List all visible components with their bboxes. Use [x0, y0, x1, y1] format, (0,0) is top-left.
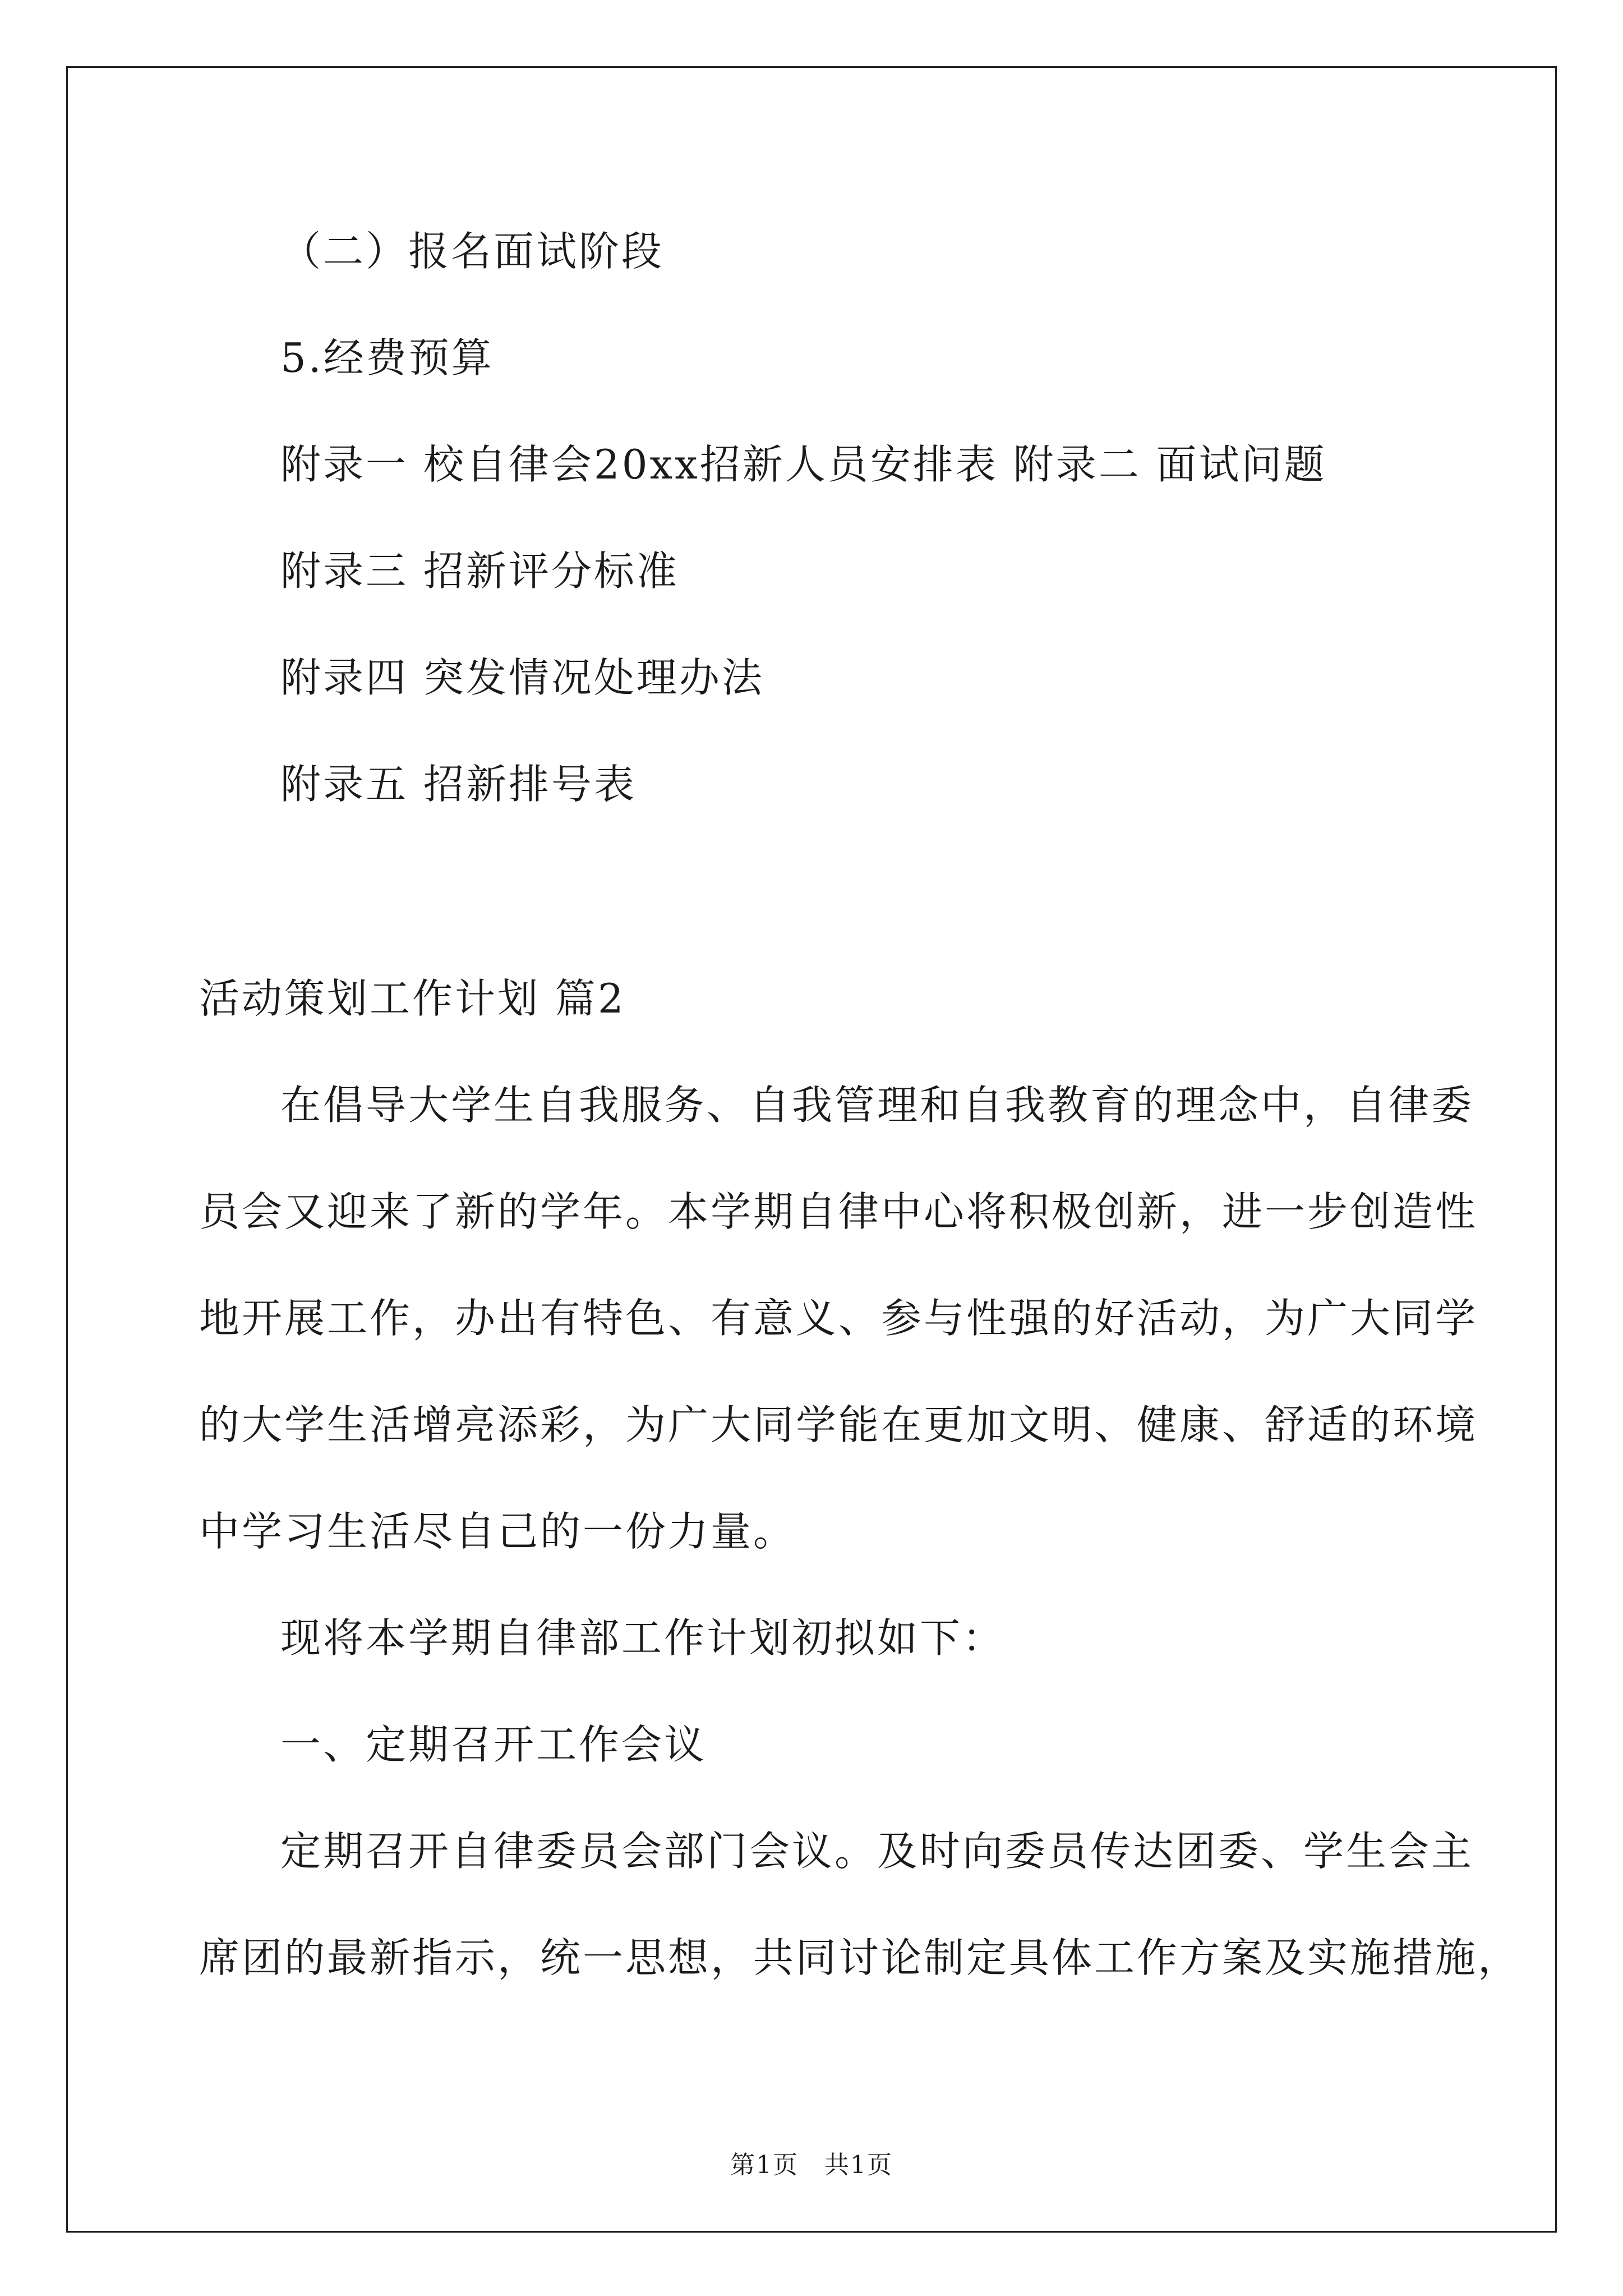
budget-item: 5.经费预算	[280, 334, 494, 381]
appendix-3: 附录三 招新评分标准	[280, 547, 679, 595]
section-heading-signup: （二）报名面试阶段	[280, 228, 665, 275]
paragraph-line: 的大学生活增亮添彩，为广大同学能在更加文明、健康、舒适的环境	[199, 1401, 1478, 1448]
paragraph-line: 席团的最新指示，统一思想，共同讨论制定具体工作方案及实施措施，	[199, 1934, 1521, 1981]
paragraph-line: 在倡导大学生自我服务、自我管理和自我教育的理念中，自律委	[280, 1082, 1474, 1129]
paragraph-line: 定期召开自律委员会部门会议。及时向委员传达团委、学生会主	[280, 1828, 1474, 1875]
paragraph-line: 员会又迎来了新的学年。本学期自律中心将积极创新，进一步创造性	[199, 1188, 1478, 1235]
page-border	[66, 66, 1557, 2233]
paragraph-intro: 现将本学期自律部工作计划初拟如下：	[280, 1614, 1006, 1662]
paragraph-line: 地开展工作，办出有特色、有意义、参与性强的好活动，为广大同学	[199, 1295, 1478, 1342]
appendix-4: 附录四 突发情况处理办法	[280, 654, 764, 701]
section-title: 活动策划工作计划 篇2	[199, 975, 626, 1022]
appendix-1-2: 附录一 校自律会20xx招新人员安排表 附录二 面试问题	[280, 441, 1327, 488]
appendix-5: 附录五 招新排号表	[280, 761, 637, 808]
heading-meetings: 一、定期召开工作会议	[280, 1721, 707, 1768]
page-footer: 第1页 共1页	[730, 2151, 893, 2179]
paragraph-line: 中学习生活尽自己的一份力量。	[199, 1508, 796, 1555]
